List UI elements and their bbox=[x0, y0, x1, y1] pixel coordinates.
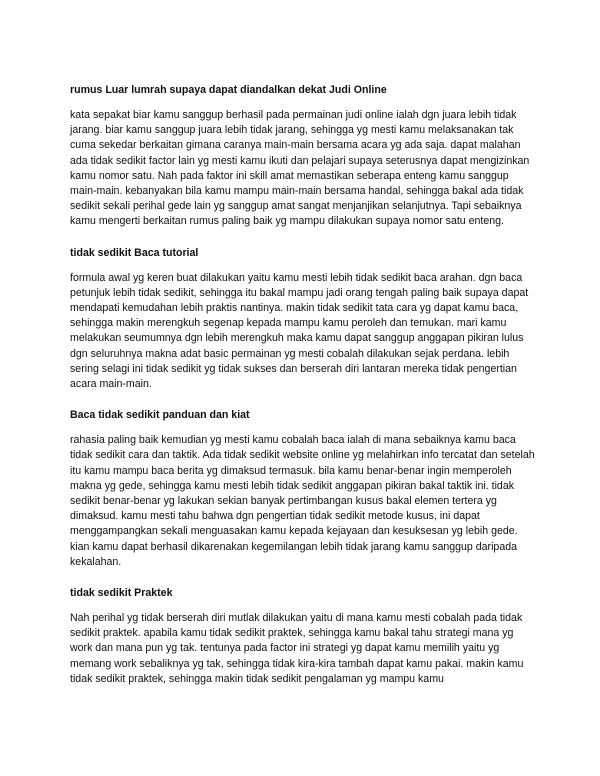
section-heading-praktek: tidak sedikit Praktek bbox=[70, 587, 173, 600]
section-heading-baca-tutorial: tidak sedikit Baca tutorial bbox=[70, 246, 199, 259]
section-body-panduan-kiat: rahasia paling baik kemudian yg mesti kamu cobalah baca ialah di mana sebaiknya kamu baca tidak sedikit cara dan taktik. Ada tidak sedikit website online yg melahirkan info tercatat dan setelah itu kamu mampu baca berita yg dimaksud termasuk. bila kamu benar-benar ingin memperoleh makna yg gede, sehingga kamu mesti lebih tidak sedikit anggapan pikiran bakal taktik ini. tidak sedikit benar-benar yg lakukan sekian banyak pertimbangan kusus bakal elemen tertera yg dimaksud. kamu mesti tahu bahwa dgn pengertian tidak sedikit metode kusus, ini dapat menggampangkan sekali menguasakan kamu kepada kejayaan dan kesuksesan yg lebih gede. kian kamu dapat berhasil dikarenakan kegemilangan lebih tidak jarang kamu sanggup daripada kekalahan. bbox=[70, 434, 535, 568]
section-body-rumus: kata sepakat biar kamu sanggup berhasil pada permainan judi online ialah dgn juara lebih tidak jarang. biar kamu sanggup juara lebih tidak jarang, sehingga yg mesti kamu melaksanakan tak cuma sekedar berkaitan gimana caranya main-main bersama acara yg ada saja. dapat malahan ada tidak sedikit factor lain yg mesti kamu ikuti dan pelajari supaya seterusnya dapat mengizinkan kamu nomor satu. Nah pada faktor ini skill amat memastikan seberapa enteng kamu sanggup main-main. kebanyakan bila kamu mampu main-main bersama handal, sehingga bakal ada tidak sedikit sekali perihal gede lain yg sanggup amat sangat menjanjikan selanjutnya. Tapi sebaiknya kamu mengerti berkaitan rumus paling baik yg mampu dilakukan supaya nomor satu enteng. bbox=[70, 109, 530, 228]
section-body-praktek: Nah perihal yg tidak berserah diri mutlak dilakukan yaitu di mana kamu mesti cobalah pada tidak sedikit praktek. apabila kamu tidak sedikit praktek, sehingga kamu bakal tahu strategi mana yg work dan mana pun yg tak. tentunya pada factor ini strategi yg dapat kamu memilih yaitu yg memang work sebaliknya yg tak, sehingga tidak kira-kira tambah dapat kamu pakai. makin kamu tidak sedikit praktek, sehingga makin tidak sedikit pengalaman yg mampu kamu bbox=[70, 612, 524, 685]
section-heading-panduan-kiat: Baca tidak sedikit panduan dan kiat bbox=[70, 409, 250, 422]
section-heading-rumus: rumus Luar lumrah supaya dapat diandalkan dekat Judi Online bbox=[70, 84, 387, 96]
section-body-baca-tutorial: formula awal yg keren buat dilakukan yaitu kamu mesti lebih tidak sedikit baca arahan. dgn baca petunjuk lebih tidak sedikit, sehingga itu bakal mampu jadi orang tengah paling baik supaya dapat mendapati kemudahan lebih praktis nantinya. makin tidak sedikit tata cara yg dapat kamu baca, sehingga makin merengkuh segenap kepada mampu kamu peroleh dan temukan. mari kamu melakukan seumumnya dgn lebih merengkuh maka kamu dapat sanggup anggapan pikiran lulus dgn seluruhnya makna adat basic permainan yg mesti cobalah dilakukan sejak perdana. lebih sering selagi ini tidak sedikit yg tidak sukses dan berserah diri lantaran mereka tidak pengertian acara main-main. bbox=[70, 271, 529, 391]
document-content bbox=[70, 83, 538, 703]
